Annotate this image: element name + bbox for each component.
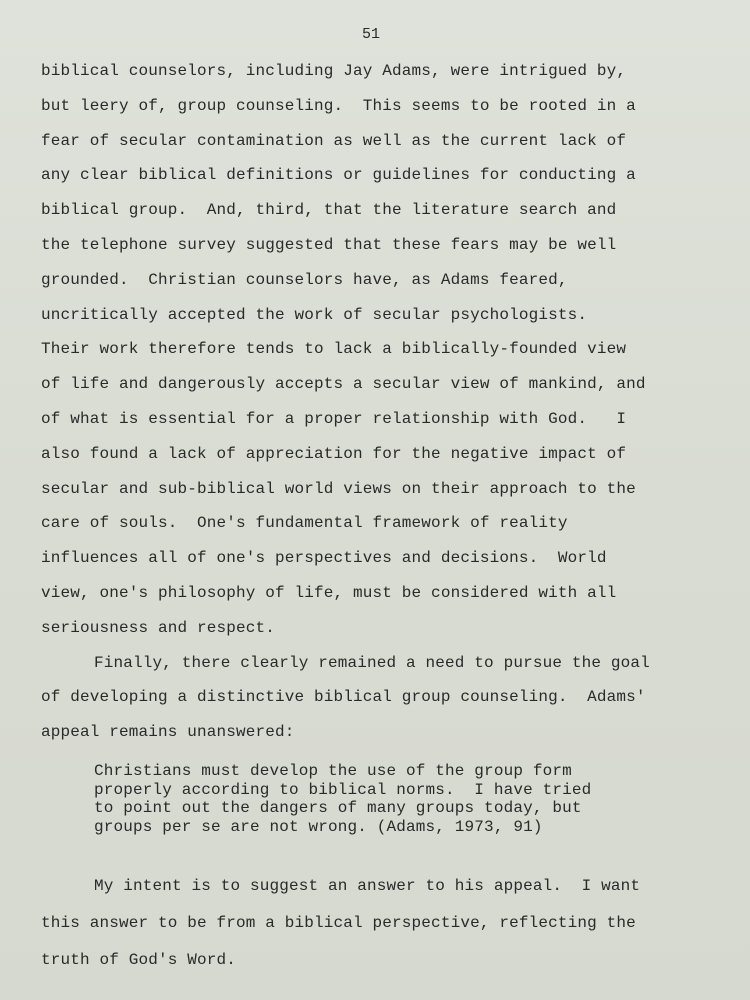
text-line: Finally, there clearly remained a need to pursue the goal (94, 653, 650, 672)
text-line: seriousness and respect. (41, 618, 276, 637)
text-line: of developing a distinctive biblical group counseling. Adams' (41, 688, 646, 707)
text-line: this answer to be from a biblical perspective, reflecting the (41, 914, 636, 932)
text-line: Their work therefore tends to lack a biblically-founded view (41, 340, 627, 359)
text-line: biblical group. And, third, that the literature search and (41, 201, 617, 220)
text-line: also found a lack of appreciation for the negative impact of (41, 444, 627, 463)
text-line: of what is essential for a proper relationship with God. I (41, 409, 627, 428)
block-quote (94, 762, 694, 836)
closing-paragraph (41, 868, 721, 979)
quote-line: properly according to biblical norms. I have tried (94, 780, 592, 799)
text-line: but leery of, group counseling. This seems to be rooted in a (41, 96, 636, 115)
quote-line: groups per se are not wrong. (Adams, 1973, 91) (94, 817, 543, 836)
text-line: uncritically accepted the work of secular psychologists. (41, 305, 588, 324)
text-line: My intent is to suggest an answer to his appeal. I want (94, 877, 641, 895)
text-line: influences all of one's perspectives and decisions. World (41, 549, 607, 568)
page-number: 51 (361, 26, 380, 43)
text-line: fear of secular contamination as well as the current lack of (41, 131, 627, 150)
quote-line: Christians must develop the use of the group form (94, 762, 572, 780)
text-line: secular and sub-biblical world views on their approach to the (41, 479, 636, 498)
text-line: view, one's philosophy of life, must be considered with all (41, 583, 617, 602)
main-body (41, 54, 721, 750)
text-line: grounded. Christian counselors have, as Adams feared, (41, 270, 568, 289)
quote-line: to point out the dangers of many groups today, but (94, 799, 582, 817)
text-line: truth of God's Word. (41, 951, 237, 969)
text-line: any clear biblical definitions or guidelines for conducting a (41, 166, 636, 185)
text-line: biblical counselors, including Jay Adams, were intrigued by, (41, 62, 627, 80)
text-line: of life and dangerously accepts a secular view of mankind, and (41, 375, 646, 394)
text-line: the telephone survey suggested that these fears may be well (41, 235, 617, 254)
text-line: care of souls. One's fundamental framework of reality (41, 514, 568, 533)
text-line: appeal remains unanswered: (41, 723, 295, 742)
